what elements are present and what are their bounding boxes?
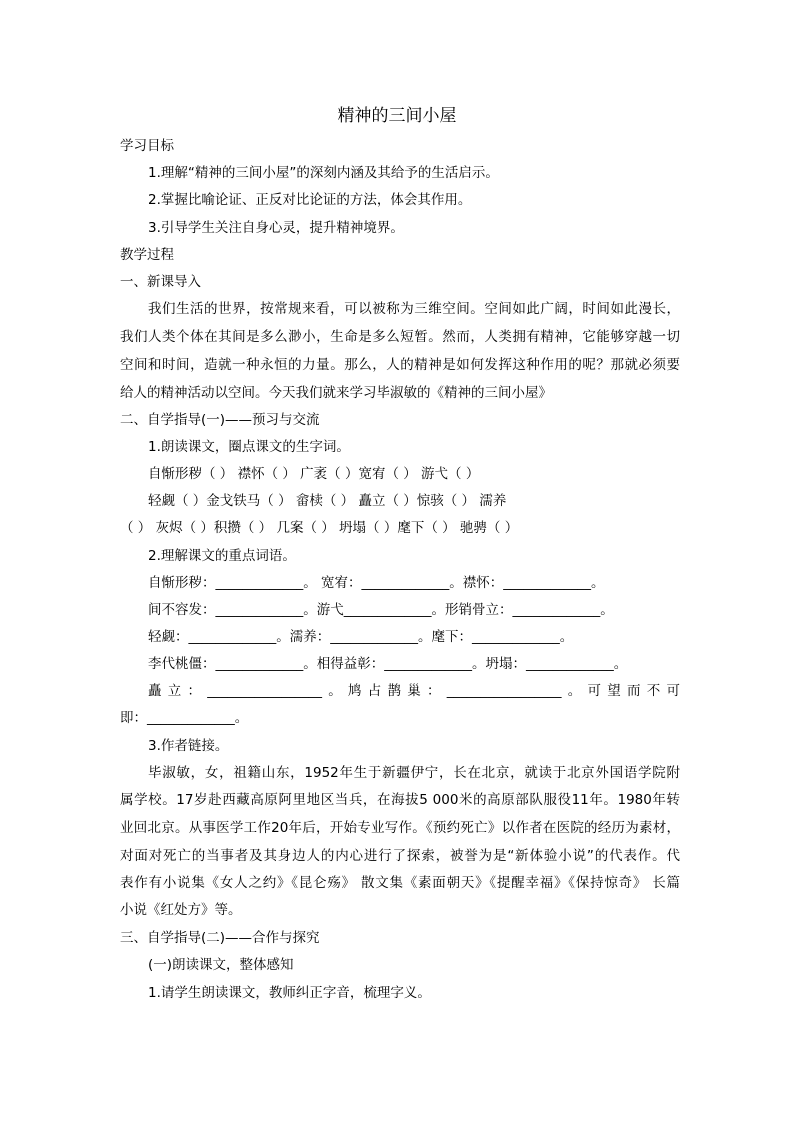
task-label: 2.理解课文的重点词语。 [148,548,296,564]
process-heading: 教学过程 [120,247,174,263]
page-title: 精神的三间小屋 [337,106,457,126]
term-row: 即：_____________。 [120,710,249,726]
paragraph-line: 属学校。17岁赴西藏高原阿里地区当兵，在海拔5 000米的高原部队服役11年。1980年转 [120,792,680,808]
section-heading: 二、自学指导(一)——预习与交流 [120,412,320,428]
subsection-heading: (一)朗读课文，整体感知 [148,957,294,973]
paragraph-line: 我们人类个体在其间是多么渺小，生命是多么短暂。然而，人类拥有精神，它能够穿越一切 [120,329,680,345]
goals-heading: 学习目标 [120,138,174,154]
paragraph-line: 小说《红处方》等。 [120,902,242,918]
task-label: 1.朗读课文，圈点课文的生字词。 [148,439,350,455]
word-row: 自惭形秽（ ） 襟怀（ ） 广袤（ ）宽宥（ ） 游弋（ ） [148,466,480,482]
term-row: 李代桃僵：_____________。相得益彰：_____________。坍塌：_____________。 [148,656,628,672]
paragraph-line: 表作有小说集《女人之约》《昆仑殇》 散文集《素面朝天》《提醒幸福》《保持惊奇》 长篇 [120,875,680,891]
section-heading: 三、自学指导(二)——合作与探究 [120,930,320,946]
paragraph-line: 毕淑敏，女，祖籍山东，1952年生于新疆伊宁，长在北京，就读于北京外国语学院附 [148,765,680,781]
paragraph-line: 空间和时间，造就一种永恒的力量。那么，人的精神是如何发挥这种作用的呢？那就必须要 [120,357,680,373]
term-row: 矗立：_________________。鸠占鹊巢：_________________。可望而不可 [148,683,680,699]
task-label: 3.作者链接。 [148,738,229,754]
goal-item: 2.掌握比喻论证、正反对比论证的方法，体会其作用。 [148,192,472,208]
goal-item: 1.理解“精神的三间小屋”的深刻内涵及其给予的生活启示。 [148,165,499,181]
term-row: 轻觑：_____________。濡养：_____________。麾下：_____________。 [148,629,574,645]
paragraph-line: 我们生活的世界，按常规来看，可以被称为三维空间。空间如此广阔，时间如此漫长， [148,301,680,317]
section-heading: 一、新课导入 [120,274,201,290]
goal-item: 3.引导学生关注自身心灵，提升精神境界。 [148,220,404,236]
term-row: 自惭形秽：_____________。 宽宥：_____________。襟怀：_____________。 [148,575,605,591]
word-row: 轻觑（ ）金戈铁马（ ） 畲椟（ ） 矗立（ ）惊骇（ ） 濡养 [148,493,507,509]
paragraph-line: 对面对死亡的当事者及其身边人的内心进行了探索，被誉为是“新体验小说”的代表作。代 [120,848,680,864]
paragraph-line: 给人的精神活动以空间。今天我们就来学习毕淑敏的《精神的三间小屋》 [120,385,552,401]
paragraph-line: 业回北京。从事医学工作20年后，开始专业写作。《预约死亡》以作者在医院的经历为素材， [120,820,680,836]
task-label: 1.请学生朗读课文，教师纠正字音，梳理字义。 [148,985,431,1001]
word-row: （ ） 灰烬（ ）积攒（ ） 几案（ ） 坍塌（ ）麾下（ ） 驰骋（ ） [120,520,519,536]
term-row: 间不容发：_____________。游弋_____________。形销骨立：_____________。 [148,602,614,618]
